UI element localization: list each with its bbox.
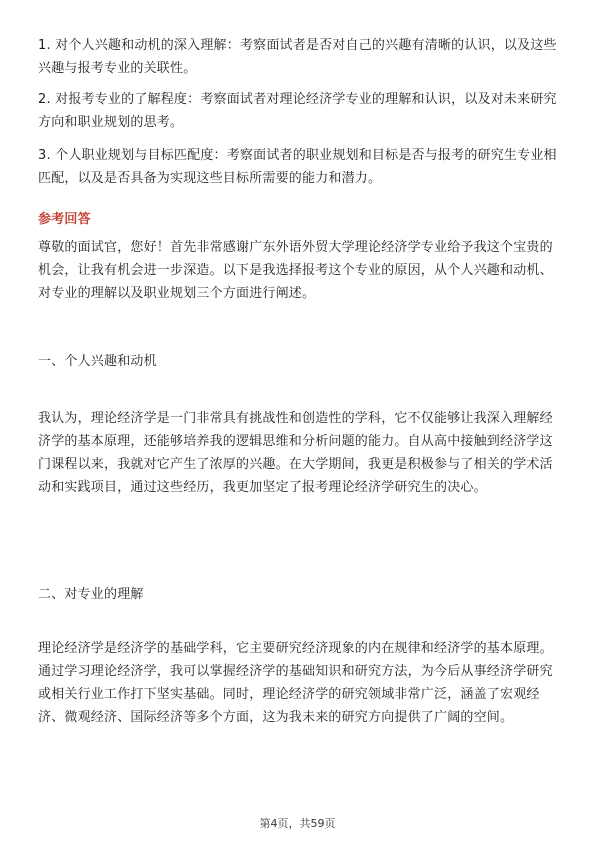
criterion-1: 1. 对个人兴趣和动机的深入理解：考察面试者是否对自己的兴趣有清晰的认识，以及这些兴趣与报考专业的关联性。: [38, 38, 557, 76]
answer-intro: 尊敬的面试官，您好！首先非常感谢广东外语外贸大学理论经济学专业给予我这个宝贵的机会，让我有机会进一步深造。以下是我选择报考这个专业的原因，从个人兴趣和动机、对专业的理解以及职业规划三个方面进行阐述。: [38, 240, 553, 301]
section-heading-interest: 一、个人兴趣和动机: [38, 354, 157, 369]
section-heading-understanding: 二、对专业的理解: [38, 587, 144, 602]
page-number: 第4页，共59页: [259, 817, 336, 830]
section-body-interest: 我认为，理论经济学是一门非常具有挑战性和创造性的学科，它不仅能够让我深入理解经济学的基本原理，还能够培养我的逻辑思维和分析问题的能力。自从高中接触到经济学这门课程以来，我就对它产生了浓厚的兴趣。在大学期间，我更是积极参与了相关的学术活动和实践项目，通过这些经历，我更加坚定了报考理论经济学研究生的决心。: [38, 411, 553, 495]
answer-heading: 参考回答: [38, 212, 91, 227]
criterion-3: 3. 个人职业规划与目标匹配度：考察面试者的职业规划和目标是否与报考的研究生专业相匹配，以及是否具备为实现这些目标所需要的能力和潜力。: [38, 148, 557, 186]
criterion-2: 2. 对报考专业的了解程度：考察面试者对理论经济学专业的理解和认识，以及对未来研究方向和职业规划的思考。: [38, 92, 557, 130]
section-body-understanding: 理论经济学是经济学的基础学科，它主要研究经济现象的内在规律和经济学的基本原理。通过学习理论经济学，我可以掌握经济学的基础知识和研究方法，为今后从事经济学研究或相关行业工作打下坚实基础。同时，理论经济学的研究领域非常广泛，涵盖了宏观经济、微观经济、国际经济等多个方面，这为我未来的研究方向提供了广阔的空间。: [38, 641, 553, 725]
